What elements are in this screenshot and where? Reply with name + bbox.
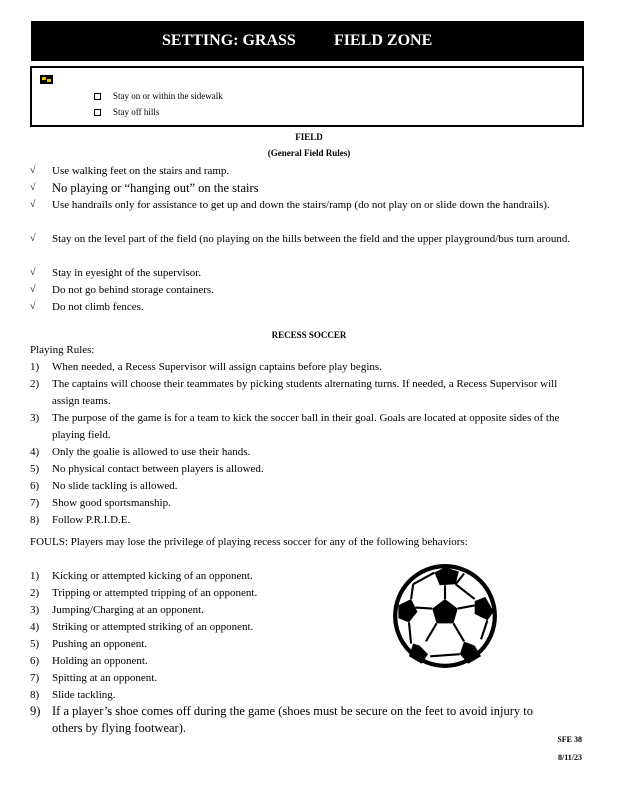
- sidewalk-rule: Stay off hills: [94, 107, 159, 117]
- check-icon: √: [30, 233, 36, 244]
- soccer-rule: 7) Show good sportsmanship.: [30, 497, 171, 509]
- foul-item: 2) Tripping or attempted tripping of an opponent.: [30, 587, 258, 599]
- soccer-ball-icon: [392, 563, 498, 669]
- sidewalk-rules-box: [30, 66, 584, 127]
- soccer-heading: RECESS SOCCER: [271, 330, 347, 340]
- soccer-rule: 6) No slide tackling is allowed.: [30, 480, 178, 492]
- checkbox-icon: [94, 93, 101, 100]
- checkbox-icon: [94, 109, 101, 116]
- soccer-rule: 2) The captains will choose their teammates by picking students alternating turns. If needed, a Recess Supervisor will assign teams.: [30, 378, 558, 407]
- check-icon: √: [30, 267, 36, 278]
- field-subheading: (General Field Rules): [267, 148, 351, 158]
- footer-code: SFE 38: [557, 735, 582, 744]
- field-rule: √ Use walking feet on the stairs and ramp.: [30, 163, 578, 180]
- title-bar: [31, 21, 584, 61]
- field-rule: √ Do not climb fences.: [30, 299, 578, 316]
- check-icon: √: [30, 165, 36, 176]
- foul-item: 7) Spitting at an opponent.: [30, 672, 158, 684]
- field-rule: √ Stay in eyesight of the supervisor.: [30, 265, 578, 282]
- footer-date: 8/11/23: [557, 753, 582, 762]
- check-icon: √: [30, 199, 36, 210]
- zone-title: FIELD ZONE: [334, 32, 433, 49]
- soccer-rule: 8) Follow P.R.I.D.E.: [30, 514, 131, 526]
- field-rule: √ Use handrails only for assistance to get up and down the stairs/ramp (do not play on or slide down the handrails).: [30, 197, 578, 214]
- walking-icon: [40, 75, 53, 84]
- soccer-rule: 3) The purpose of the game is for a team to kick the soccer ball in their goal. Goals are located at opposite sides of the playing field.: [30, 412, 560, 441]
- field-rule: √ No playing or “hanging out” on the stairs: [30, 181, 259, 195]
- sidewalk-rule: Stay on or within the sidewalk: [94, 91, 223, 101]
- foul-item: 8) Slide tackling.: [30, 689, 116, 701]
- fouls-intro: FOULS: Players may lose the privilege of playing recess soccer for any of the following behaviors:: [30, 536, 468, 548]
- soccer-rule: 4) Only the goalie is allowed to use their hands.: [30, 446, 251, 458]
- foul-item: 1) Kicking or attempted kicking of an opponent.: [30, 570, 253, 582]
- check-icon: √: [30, 182, 36, 193]
- foul-item: 6) Holding an opponent.: [30, 655, 148, 667]
- field-rule: √ Stay on the level part of the field (no playing on the hills between the field and the upper playground/bus turn around.: [30, 231, 578, 248]
- check-icon: √: [30, 301, 36, 312]
- soccer-rule: 5) No physical contact between players is allowed.: [30, 463, 264, 475]
- setting-title: SETTING: GRASS: [162, 32, 296, 49]
- field-heading: FIELD: [295, 132, 323, 142]
- foul-item: 5) Pushing an opponent.: [30, 638, 148, 650]
- foul-item: 9) If a player’s shoe comes off during the game (shoes must be secure on the feet to avoid injury to others by flying footwear).: [30, 704, 533, 735]
- foul-item: 4) Striking or attempted striking of an opponent.: [30, 621, 254, 633]
- soccer-rule: 1) When needed, a Recess Supervisor will assign captains before play begins.: [30, 361, 382, 373]
- playing-rules-label: Playing Rules:: [30, 344, 95, 356]
- check-icon: √: [30, 284, 36, 295]
- foul-item: 3) Jumping/Charging at an opponent.: [30, 604, 204, 616]
- field-rule: √ Do not go behind storage containers.: [30, 282, 578, 299]
